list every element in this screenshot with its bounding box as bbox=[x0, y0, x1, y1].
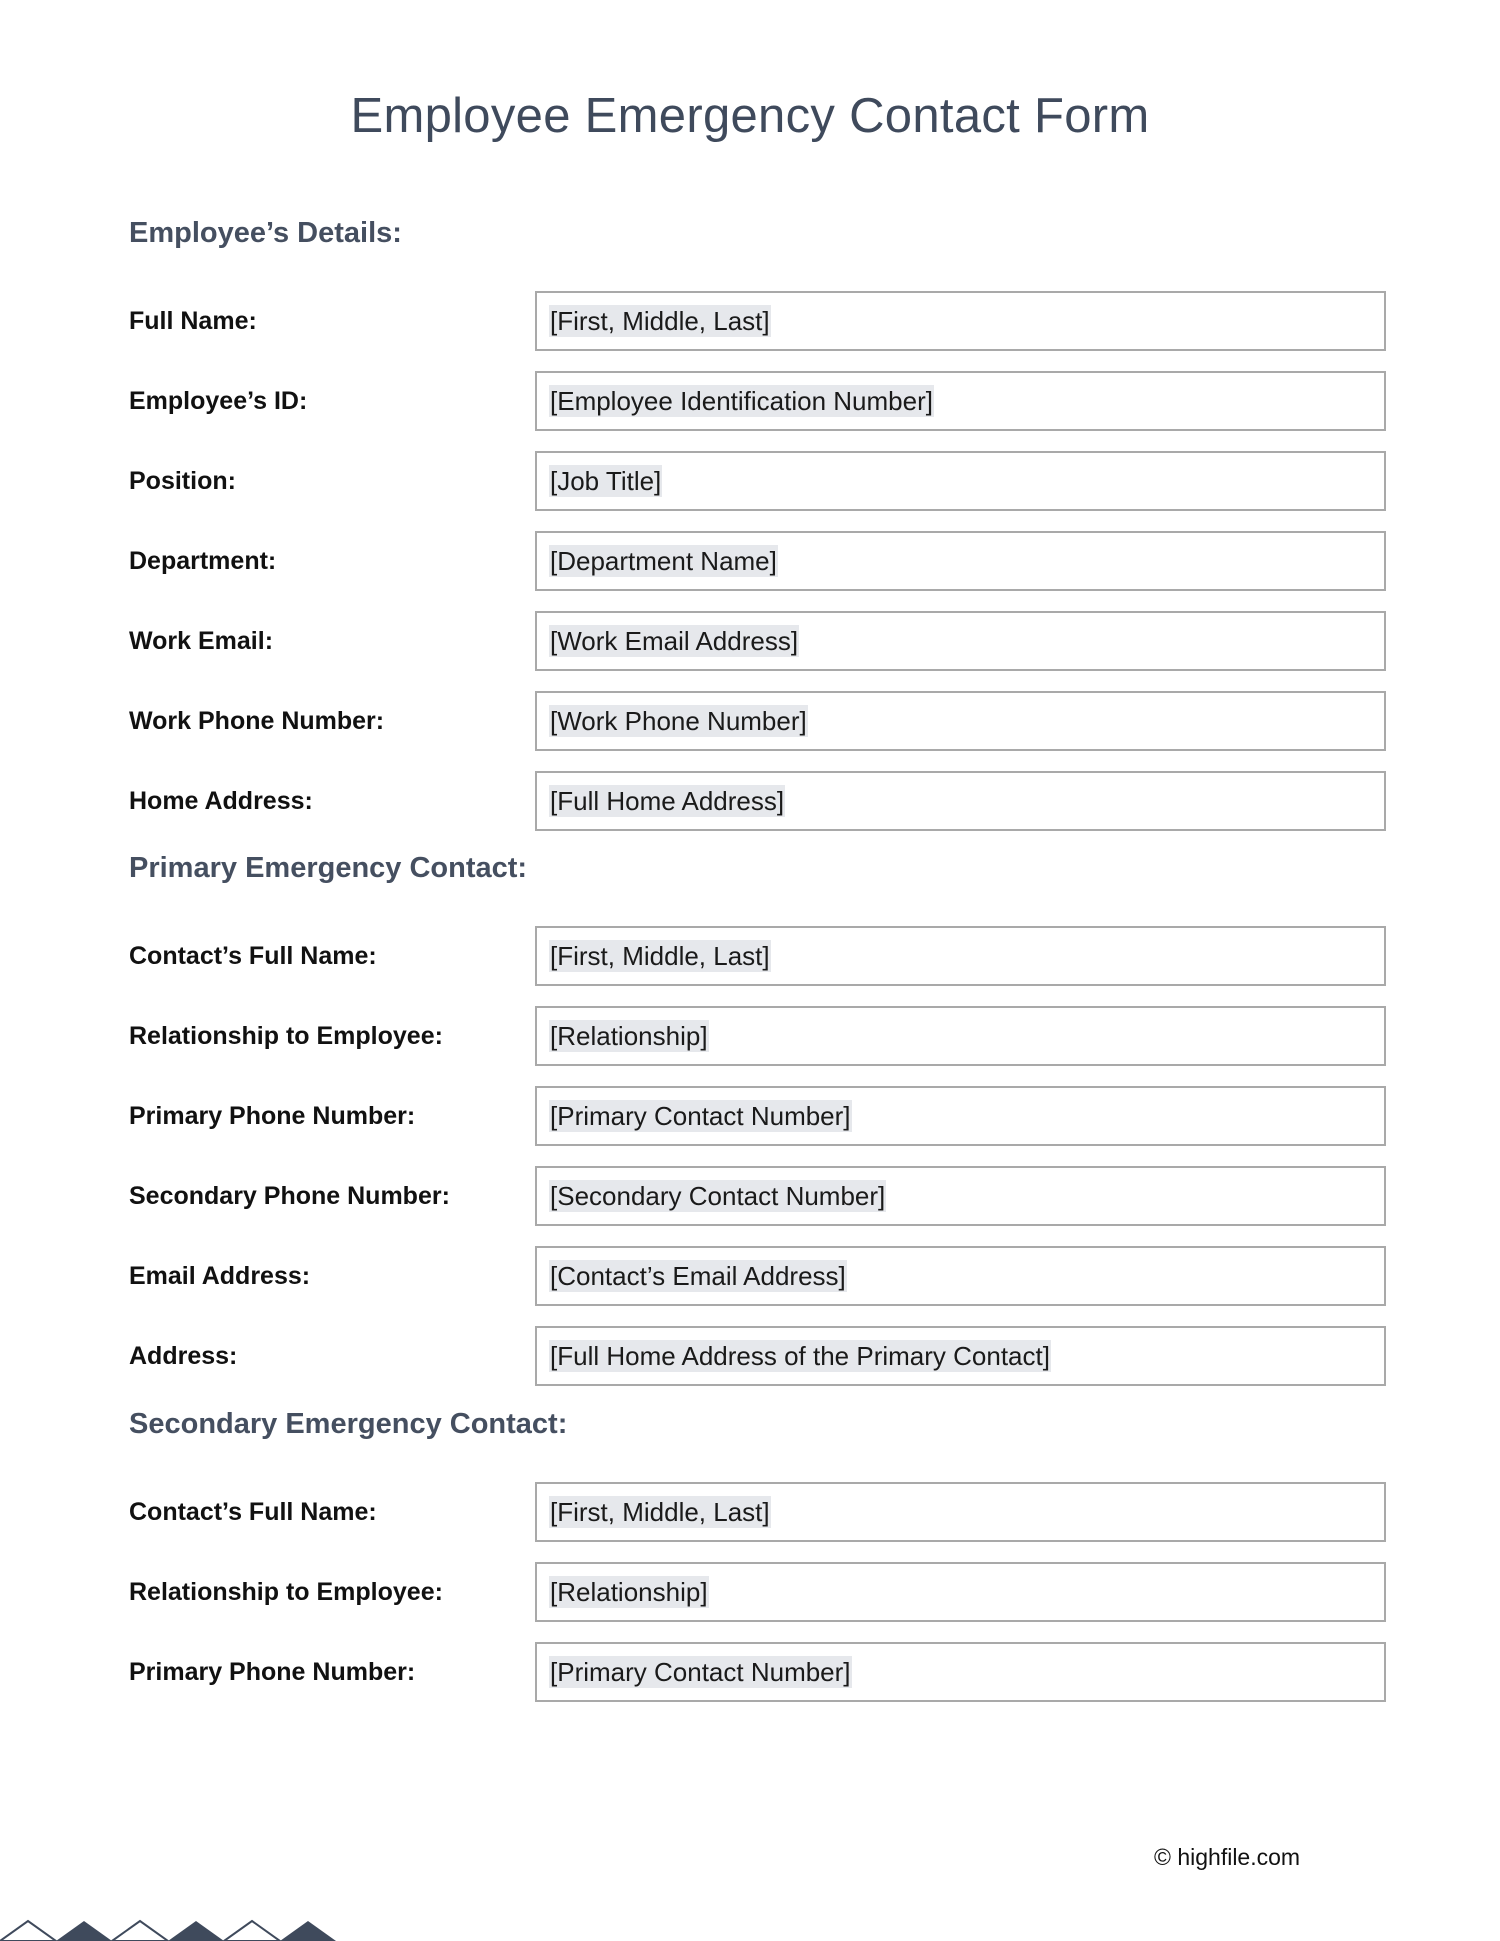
field-label: Secondary Phone Number: bbox=[129, 1181, 450, 1210]
field-placeholder: [Work Email Address] bbox=[550, 626, 799, 656]
form-row bbox=[129, 1004, 1386, 1068]
primary-phone-field[interactable] bbox=[535, 1086, 1386, 1146]
field-label: Position: bbox=[129, 466, 236, 495]
form-row bbox=[129, 1324, 1386, 1388]
field-label: Relationship to Employee: bbox=[129, 1577, 443, 1606]
primary-contact-name-field[interactable] bbox=[535, 926, 1386, 986]
field-placeholder: [Full Home Address of the Primary Contact] bbox=[550, 1341, 1050, 1371]
field-label: Department: bbox=[129, 546, 277, 575]
form-row bbox=[129, 289, 1386, 353]
work-phone-field[interactable] bbox=[535, 691, 1386, 751]
section-heading: Primary Emergency Contact: bbox=[129, 852, 528, 884]
triangle-filled bbox=[56, 1921, 112, 1941]
field-label: Work Email: bbox=[129, 626, 274, 655]
primary-address-field[interactable] bbox=[535, 1326, 1386, 1386]
field-label: Email Address: bbox=[129, 1261, 311, 1290]
field-placeholder: [First, Middle, Last] bbox=[550, 1497, 770, 1527]
secondary-relationship-field[interactable] bbox=[535, 1562, 1386, 1622]
field-placeholder: [Employee Identification Number] bbox=[550, 386, 933, 416]
form-row bbox=[129, 1480, 1386, 1544]
work-email-field[interactable] bbox=[535, 611, 1386, 671]
secondary-primary-phone-field[interactable] bbox=[535, 1642, 1386, 1702]
form-row bbox=[129, 769, 1386, 833]
page-title: Employee Emergency Contact Form bbox=[350, 89, 1150, 143]
section-employee-details bbox=[129, 211, 1386, 833]
field-label: Address: bbox=[129, 1341, 238, 1370]
secondary-phone-field[interactable] bbox=[535, 1166, 1386, 1226]
full-name-field[interactable] bbox=[535, 291, 1386, 351]
employee-id-field[interactable] bbox=[535, 371, 1386, 431]
triangle-outline bbox=[224, 1921, 280, 1941]
field-placeholder: [Primary Contact Number] bbox=[550, 1101, 851, 1131]
section-heading: Employee’s Details: bbox=[129, 217, 402, 249]
field-label: Relationship to Employee: bbox=[129, 1021, 443, 1050]
form-row bbox=[129, 449, 1386, 513]
form-row bbox=[129, 689, 1386, 753]
form-row bbox=[129, 1560, 1386, 1624]
field-label: Work Phone Number: bbox=[129, 706, 385, 735]
position-field[interactable] bbox=[535, 451, 1386, 511]
triangle-outline bbox=[0, 1921, 56, 1941]
field-placeholder: [Relationship] bbox=[550, 1577, 708, 1607]
triangle-filled bbox=[168, 1921, 224, 1941]
field-label: Contact’s Full Name: bbox=[129, 1497, 377, 1526]
field-placeholder: [Relationship] bbox=[550, 1021, 708, 1051]
form-row bbox=[129, 924, 1386, 988]
section-primary-contact bbox=[129, 846, 1386, 1388]
form-row bbox=[129, 529, 1386, 593]
field-placeholder: [Secondary Contact Number] bbox=[550, 1181, 886, 1211]
field-label: Employee’s ID: bbox=[129, 386, 308, 415]
field-label: Primary Phone Number: bbox=[129, 1657, 416, 1686]
field-placeholder: [Work Phone Number] bbox=[550, 706, 807, 736]
form-row bbox=[129, 1640, 1386, 1704]
field-placeholder: [Department Name] bbox=[550, 546, 777, 576]
triangle-outline bbox=[112, 1921, 168, 1941]
home-address-field[interactable] bbox=[535, 771, 1386, 831]
section-secondary-contact bbox=[129, 1402, 1386, 1704]
field-label: Contact’s Full Name: bbox=[129, 941, 377, 970]
form-row bbox=[129, 1084, 1386, 1148]
field-placeholder: [First, Middle, Last] bbox=[550, 306, 770, 336]
form-row bbox=[129, 1164, 1386, 1228]
field-placeholder: [Contact’s Email Address] bbox=[550, 1261, 846, 1291]
field-placeholder: [Full Home Address] bbox=[550, 786, 785, 816]
field-placeholder: [Primary Contact Number] bbox=[550, 1657, 851, 1687]
field-label: Home Address: bbox=[129, 786, 313, 815]
field-label: Primary Phone Number: bbox=[129, 1101, 416, 1130]
field-placeholder: [Job Title] bbox=[550, 466, 662, 496]
secondary-contact-name-field[interactable] bbox=[535, 1482, 1386, 1542]
copyright-text: © highfile.com bbox=[1154, 1844, 1301, 1870]
zigzag-decoration bbox=[0, 1915, 360, 1941]
form-row bbox=[129, 369, 1386, 433]
department-field[interactable] bbox=[535, 531, 1386, 591]
field-placeholder: [First, Middle, Last] bbox=[550, 941, 770, 971]
form-row bbox=[129, 1244, 1386, 1308]
section-heading: Secondary Emergency Contact: bbox=[129, 1408, 568, 1440]
primary-email-field[interactable] bbox=[535, 1246, 1386, 1306]
field-label: Full Name: bbox=[129, 306, 257, 335]
form-row bbox=[129, 609, 1386, 673]
triangle-filled bbox=[280, 1921, 336, 1941]
primary-relationship-field[interactable] bbox=[535, 1006, 1386, 1066]
